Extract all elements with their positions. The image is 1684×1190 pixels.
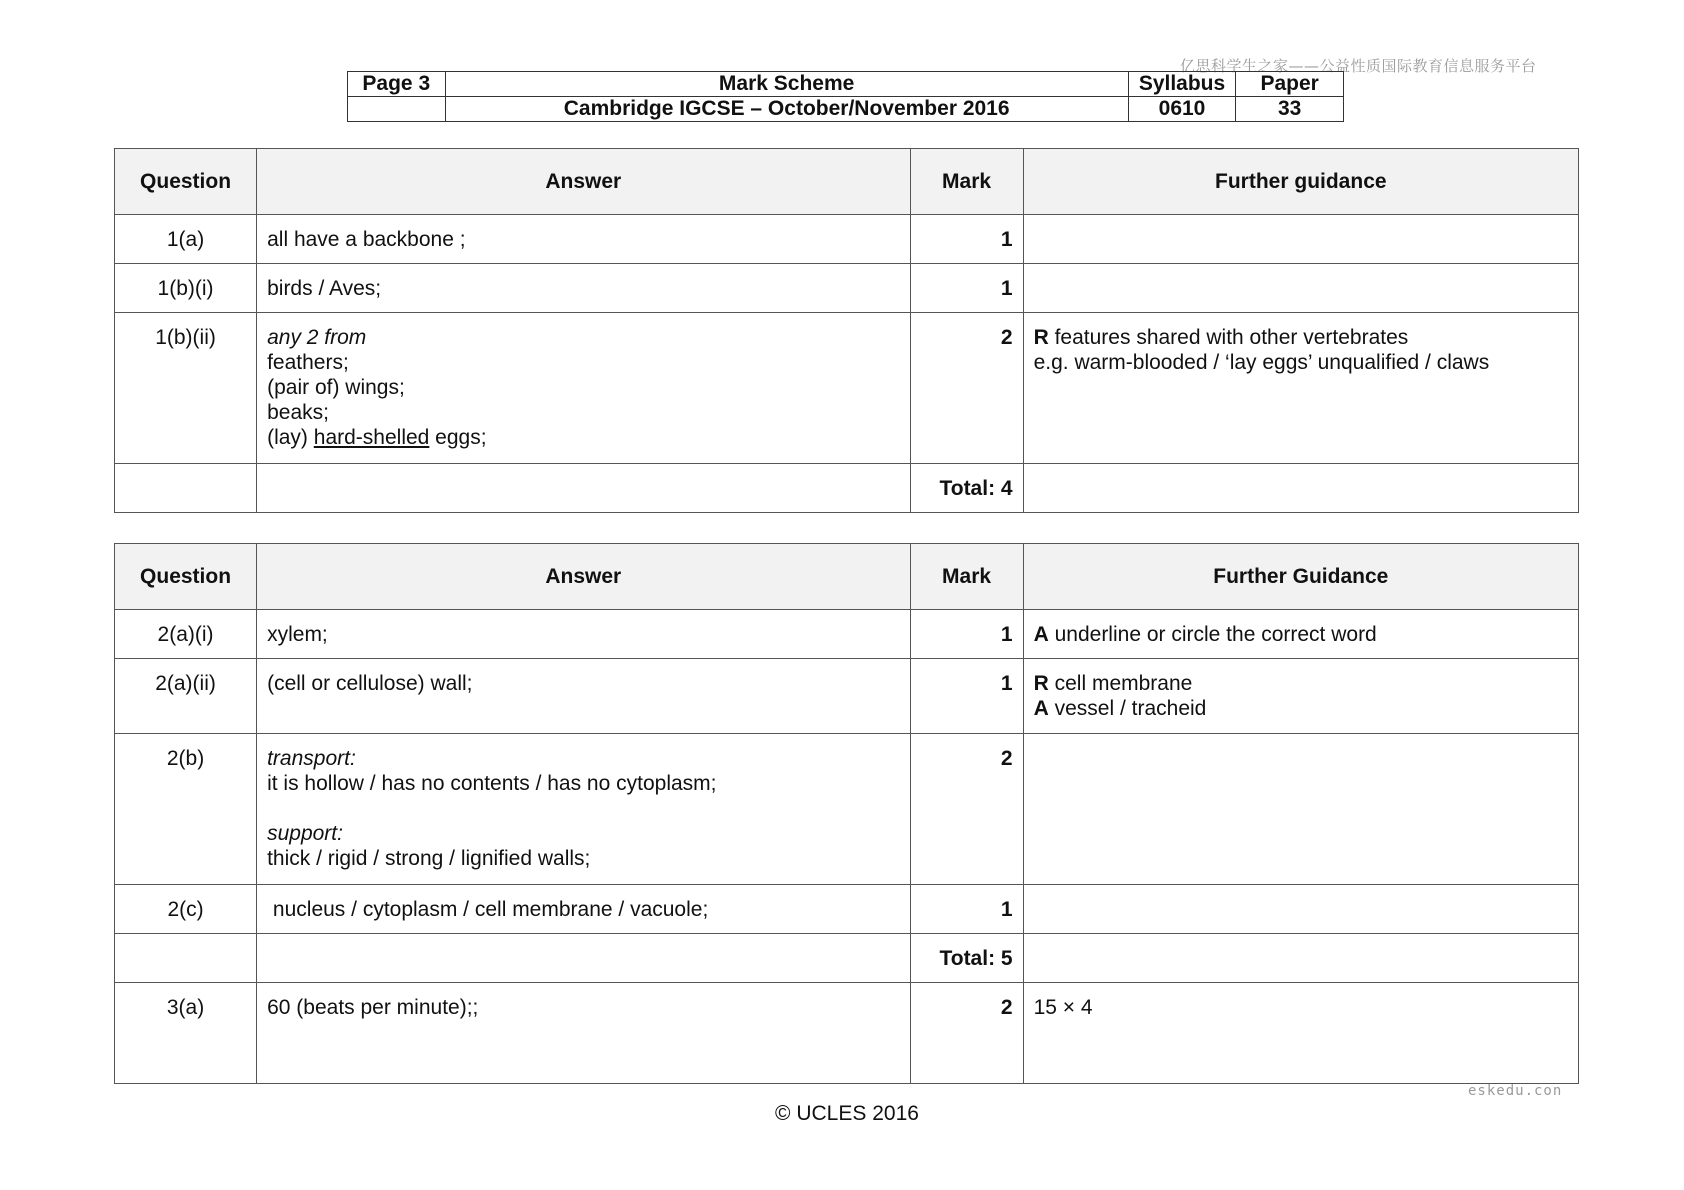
question-cell: 3(a): [115, 983, 257, 1084]
copyright-footer: © UCLES 2016: [775, 1102, 919, 1125]
answer-cell: birds / Aves;: [257, 264, 910, 313]
guidance-cell: [1023, 610, 1578, 659]
guidance-text: underline or circle the correct word: [1048, 623, 1377, 646]
question-cell: 2(c): [115, 885, 257, 934]
col-question: Question: [115, 149, 257, 215]
guidance-text: features shared with other vertebrates: [1048, 326, 1409, 349]
guidance-cell: [1023, 659, 1578, 734]
answer-line: thick / rigid / strong / lignified walls;: [267, 847, 591, 870]
question-cell: 2(a)(i): [115, 610, 257, 659]
watermark-top: 亿思科学生之家——公益性质国际教育信息服务平台: [1180, 57, 1537, 75]
reject-marker: R: [1033, 326, 1049, 349]
answer-underlined: hard-shelled: [313, 426, 430, 449]
doc-title: Mark Scheme: [445, 72, 1128, 97]
accept-marker: A: [1033, 623, 1049, 646]
header-empty-cell: [348, 97, 446, 122]
answer-cell: [257, 464, 910, 513]
watermark-bottom: eskedu.con: [1468, 1083, 1563, 1099]
guidance-cell: [1023, 934, 1578, 983]
paper-label: Paper: [1236, 72, 1344, 97]
mark-cell: 1: [910, 610, 1023, 659]
mark-cell: 1: [910, 215, 1023, 264]
exam-title: Cambridge IGCSE – October/November 2016: [445, 97, 1128, 122]
answer-line: it is hollow / has no contents / has no cytoplasm;: [267, 772, 717, 795]
col-mark: Mark: [910, 544, 1023, 610]
guidance-cell: [1023, 734, 1578, 885]
paper-number: 33: [1236, 97, 1344, 122]
transport-label: transport:: [267, 747, 356, 770]
guidance-line: e.g. warm-blooded / ‘lay eggs’ unqualified / claws: [1033, 351, 1490, 374]
answer-line: (pair of) wings;: [267, 376, 405, 399]
answer-cell: [257, 734, 910, 885]
table-row: [115, 215, 1579, 264]
table-row: [115, 610, 1579, 659]
col-mark: Mark: [910, 149, 1023, 215]
col-guidance: Further guidance: [1023, 149, 1578, 215]
syllabus-label: Syllabus: [1128, 72, 1236, 97]
mark-cell: 2: [910, 734, 1023, 885]
guidance-line: [1034, 696, 1568, 721]
support-label: support:: [267, 822, 343, 845]
answer-cell: 60 (beats per minute);;: [257, 983, 910, 1084]
guidance-cell: [1023, 464, 1578, 513]
syllabus-code: 0610: [1128, 97, 1236, 122]
guidance-line: [1034, 671, 1568, 696]
guidance-cell: [1023, 313, 1578, 464]
guidance-text: vessel / tracheid: [1048, 697, 1207, 720]
question-cell: 2(b): [115, 734, 257, 885]
mark-scheme-table-1: [114, 148, 1579, 513]
total-row: [115, 934, 1579, 983]
total-row: [115, 464, 1579, 513]
answer-cell: all have a backbone ;: [257, 215, 910, 264]
answer-cell: (cell or cellulose) wall;: [257, 659, 910, 734]
answer-line: beaks;: [267, 401, 329, 424]
guidance-cell: [1023, 215, 1578, 264]
page-number: Page 3: [348, 72, 446, 97]
question-cell: 2(a)(ii): [115, 659, 257, 734]
col-answer: Answer: [257, 544, 910, 610]
answer-cell: [257, 313, 910, 464]
accept-marker: A: [1033, 697, 1049, 720]
total-cell: Total: 5: [910, 934, 1023, 983]
question-cell: 1(a): [115, 215, 257, 264]
table-row: [115, 659, 1579, 734]
guidance-cell: [1023, 885, 1578, 934]
header-table: [347, 71, 1344, 122]
mark-cell: 1: [910, 264, 1023, 313]
answer-intro: any 2 from: [267, 326, 367, 349]
table-row: [115, 885, 1579, 934]
spacer: [267, 796, 899, 821]
question-cell: [115, 464, 257, 513]
guidance-line: [1034, 325, 1568, 350]
total-cell: Total: 4: [910, 464, 1023, 513]
question-cell: 1(b)(ii): [115, 313, 257, 464]
mark-scheme-table-2: [114, 543, 1579, 1084]
col-question: Question: [115, 544, 257, 610]
answer-cell: [257, 934, 910, 983]
table-row: [115, 983, 1579, 1084]
answer-line: [267, 425, 899, 450]
answer-text: (lay): [267, 426, 314, 449]
table-row: [115, 264, 1579, 313]
question-cell: 1(b)(i): [115, 264, 257, 313]
answer-line: feathers;: [267, 351, 349, 374]
question-cell: [115, 934, 257, 983]
mark-cell: 1: [910, 885, 1023, 934]
answer-text: eggs;: [429, 426, 487, 449]
answer-cell: nucleus / cytoplasm / cell membrane / vacuole;: [257, 885, 910, 934]
col-answer: Answer: [257, 149, 910, 215]
table-row: [115, 734, 1579, 885]
table-row: [115, 313, 1579, 464]
mark-cell: 2: [910, 983, 1023, 1084]
col-guidance: Further Guidance: [1023, 544, 1578, 610]
guidance-cell: [1023, 264, 1578, 313]
reject-marker: R: [1033, 672, 1049, 695]
answer-cell: xylem;: [257, 610, 910, 659]
mark-cell: 2: [910, 313, 1023, 464]
guidance-text: cell membrane: [1048, 672, 1193, 695]
guidance-cell: 15 × 4: [1023, 983, 1578, 1084]
mark-cell: 1: [910, 659, 1023, 734]
